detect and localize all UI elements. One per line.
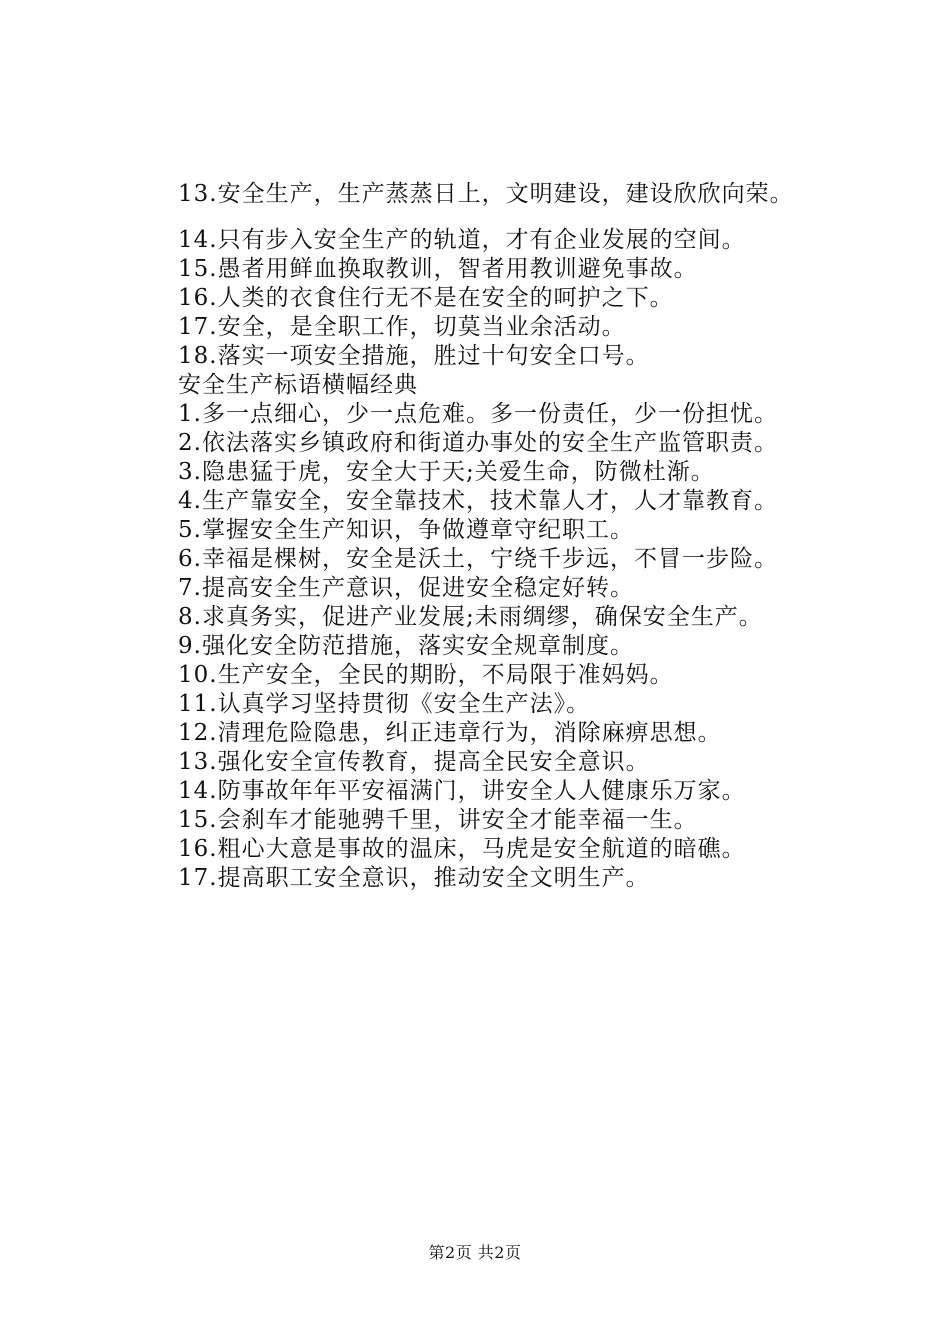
slogan-line: 7.提高安全生产意识，促进安全稳定好转。 (178, 575, 634, 601)
slogan-line: 17.安全，是全职工作，切莫当业余活动。 (178, 314, 626, 340)
slogan-line: 15.愚者用鲜血换取教训，智者用教训避免事故。 (178, 256, 698, 282)
slogan-line: 3.隐患猛于虎，安全大于天;关爱生命，防微杜渐。 (178, 459, 715, 485)
slogan-line: 16.粗心大意是事故的温床，马虎是安全航道的暗礁。 (178, 836, 746, 862)
slogan-line: 16.人类的衣食住行无不是在安全的呵护之下。 (178, 285, 674, 311)
slogan-line: 8.求真务实，促进产业发展;未雨绸缪，确保安全生产。 (178, 604, 763, 630)
slogan-line: 2.依法落实乡镇政府和街道办事处的安全生产监管职责。 (178, 430, 778, 456)
slogan-line: 15.会刹车才能驰骋千里，讲安全才能幸福一生。 (178, 807, 698, 833)
slogan-line: 6.幸福是棵树，安全是沃土，宁绕千步远，不冒一步险。 (178, 546, 778, 572)
slogan-line: 4.生产靠安全，安全靠技术，技术靠人才，人才靠教育。 (178, 488, 778, 514)
slogan-line: 11.认真学习坚持贯彻《安全生产法》。 (178, 691, 591, 717)
document-body (178, 180, 918, 893)
slogan-line: 5.掌握安全生产知识，争做遵章守纪职工。 (178, 517, 634, 543)
slogan-line: 18.落实一项安全措施，胜过十句安全口号。 (178, 343, 650, 369)
slogan-line: 10.生产安全，全民的期盼，不局限于准妈妈。 (178, 662, 674, 688)
slogan-line: 12.清理危险隐患，纠正违章行为，消除麻痹思想。 (178, 720, 722, 746)
section-heading: 安全生产标语横幅经典 (178, 372, 418, 398)
slogan-line: 17.提高职工安全意识，推动安全文明生产。 (178, 865, 650, 891)
slogan-line: 13.安全生产，生产蒸蒸日上，文明建设，建设欣欣向荣。 (178, 181, 794, 207)
page-number-footer: 第2页 共2页 (428, 1243, 522, 1262)
slogan-line: 1.多一点细心，少一点危难。多一份责任，少一份担忧。 (178, 401, 778, 427)
slogan-line: 14.只有步入安全生产的轨道，才有企业发展的空间。 (178, 227, 746, 253)
slogan-line: 9.强化安全防范措施，落实安全规章制度。 (178, 633, 634, 659)
slogan-line: 14.防事故年年平安福满门，讲安全人人健康乐万家。 (178, 778, 746, 804)
slogan-line: 13.强化安全宣传教育，提高全民安全意识。 (178, 749, 650, 775)
